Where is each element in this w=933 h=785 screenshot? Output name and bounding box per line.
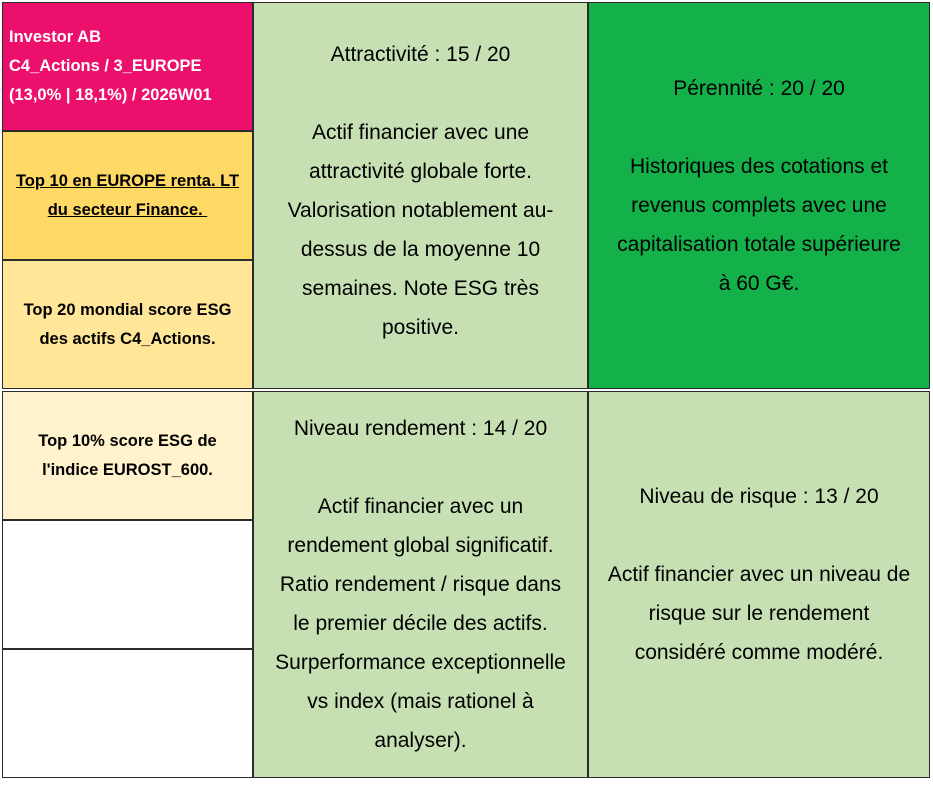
- perennite-description: [617, 147, 901, 303]
- attractivite-line: positive.: [381, 315, 460, 339]
- risque-title: Niveau de risque : 13 / 20: [639, 485, 879, 508]
- rendement-panel: [253, 391, 588, 778]
- rendement-title: Niveau rendement : 14 / 20: [293, 417, 548, 440]
- rendement-line: Surperformance exceptionnelle: [275, 651, 566, 674]
- attractivite-description: [288, 113, 554, 347]
- attractivite-title: Attractivité : 15 / 20: [330, 42, 511, 66]
- rendement-line: analyser).: [374, 729, 467, 752]
- asset-name: Investor AB: [9, 28, 101, 46]
- risque-line: risque sur le rendement: [648, 602, 870, 625]
- rendement-line: le premier décile des actifs.: [293, 612, 548, 635]
- attractivite-line: Actif financier avec une: [311, 120, 530, 144]
- empty-cell-2: [2, 649, 253, 778]
- badge-top10pct-index: [2, 391, 253, 520]
- risque-line: Actif financier avec un niveau de: [607, 563, 911, 586]
- badge-top10pct-index-line1: Top 10% score ESG de: [38, 431, 217, 450]
- risque-line: considéré comme modéré.: [634, 641, 884, 664]
- attractivite-line: semaines. Note ESG très: [302, 276, 539, 300]
- badge-top10-europe: [2, 131, 253, 260]
- attractivite-line: Valorisation notablement au-: [287, 198, 554, 222]
- asset-category: C4_Actions / 3_EUROPE: [9, 57, 202, 75]
- rendement-line: vs index (mais rationel à: [307, 690, 534, 713]
- rendement-description: [275, 487, 566, 760]
- attractivite-line: attractivité globale forte.: [309, 159, 532, 183]
- perennite-title: Pérennité : 20 / 20: [673, 76, 845, 100]
- attractivite-line: dessus de la moyenne 10: [300, 237, 541, 261]
- perennite-line: capitalisation totale supérieure: [617, 232, 901, 256]
- perennite-line: Historiques des cotations et: [630, 154, 888, 178]
- asset-performance-week: (13,0% | 18,1%) / 2026W01: [9, 86, 212, 104]
- rendement-line: Ratio rendement / risque dans: [279, 573, 562, 596]
- rendement-line: Actif financier avec un: [317, 495, 524, 518]
- badge-top10-europe-line1: Top 10 en EUROPE renta. LT: [15, 171, 240, 190]
- asset-header-cell: [2, 2, 253, 131]
- perennite-line: à 60 G€.: [718, 271, 800, 295]
- badge-top20-mondial-line2: des actifs C4_Actions.: [39, 329, 216, 348]
- perennite-panel: [588, 2, 930, 389]
- risque-panel: [588, 391, 930, 778]
- rendement-line: rendement global significatif.: [287, 534, 554, 557]
- perennite-line: revenus complets avec une: [631, 193, 887, 217]
- badge-top10-europe-line2: du secteur Finance.: [47, 200, 208, 219]
- risque-description: [608, 555, 910, 672]
- empty-cell-1: [2, 520, 253, 649]
- attractivite-panel: [253, 2, 588, 389]
- badge-top20-mondial-line1: Top 20 mondial score ESG: [23, 300, 232, 319]
- badge-top10pct-index-line2: l'indice EUROST_600.: [42, 460, 213, 479]
- badge-top20-mondial: [2, 260, 253, 389]
